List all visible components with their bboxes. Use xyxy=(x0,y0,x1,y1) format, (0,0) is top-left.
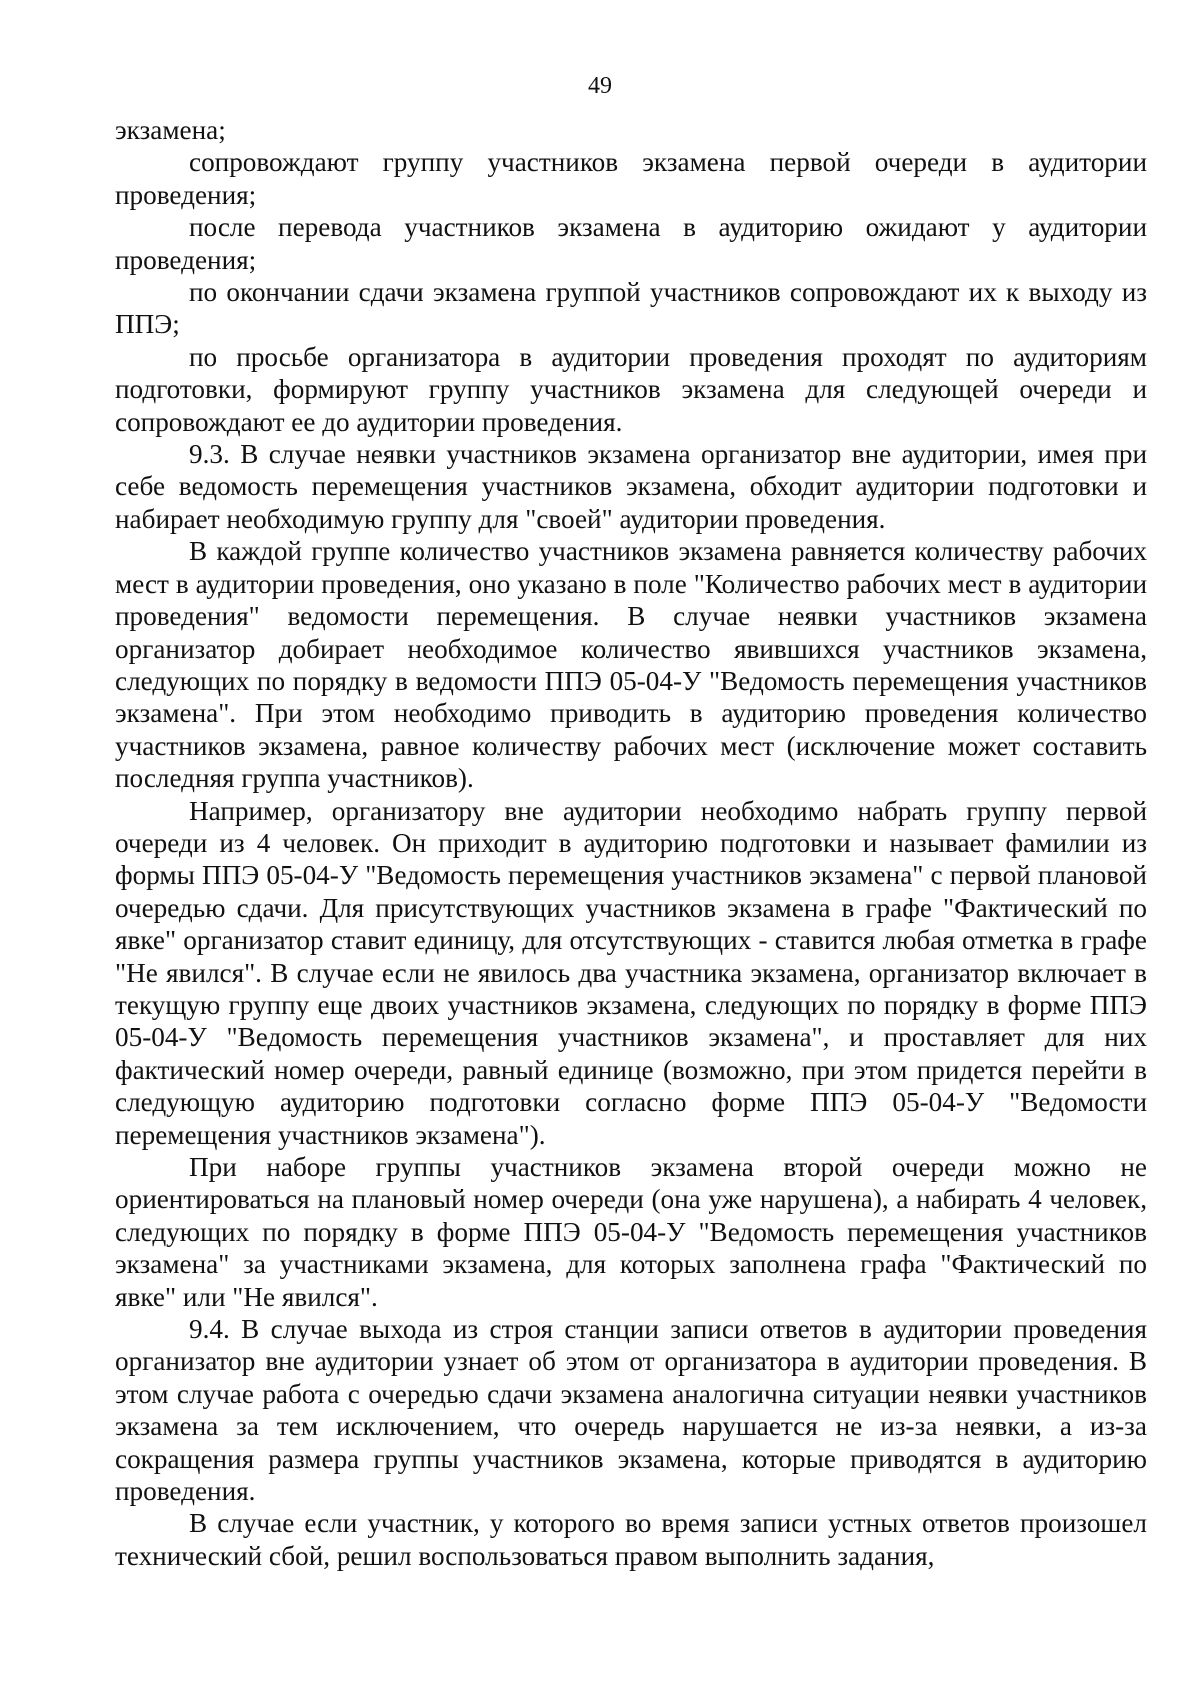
paragraph-list-item: после перевода участников экзамена в аудиторию ожидают у аудитории проведения; xyxy=(115,212,1147,275)
paragraph-section-9-4: 9.4. В случае выхода из строя станции записи ответов в аудитории проведения организатор вне аудитории узнает об этом от организатора в аудитории проведения. В этом случае работа с очередью сдачи экзамена аналогична ситуации неявки участников экзамена за тем исключением, что очередь нарушается не из-за неявки, а из-за сокращения размера группы участников экзамена, которые приводятся в аудиторию проведения. xyxy=(115,1314,1147,1507)
paragraph: При наборе группы участников экзамена второй очереди можно не ориентироваться на плановый номер очереди (она уже нарушена), а набирать 4 человек, следующих по порядку в форме ППЭ 05-04-У "Ведомость перемещения участников экзамена" за участниками экзамена, для которых заполнена графа "Фактический по явке" или "Не явился". xyxy=(115,1152,1147,1312)
paragraph-last: В случае если участник, у которого во время записи устных ответов произошел технический сбой, решил воспользоваться правом выполнить задания, xyxy=(115,1508,1147,1571)
paragraph: В каждой группе количество участников экзамена равняется количеству рабочих мест в аудитории проведения, оно указано в поле "Количество рабочих мест в аудитории проведения" ведомости перемещения. В случае неявки участников экзамена организатор добирает необходимое количество явившихся участников экзамена, следующих по порядку в ведомости ППЭ 05-04-У "Ведомость перемещения участников экзамена". При этом необходимо приводить в аудиторию проведения количество участников экзамена, равное количеству рабочих мест (исключение может составить последняя группа участников). xyxy=(115,536,1147,794)
paragraph-list-item: по окончании сдачи экзамена группой участников сопровождают их к выходу из ППЭ; xyxy=(115,277,1147,340)
paragraph-example: Например, организатору вне аудитории необходимо набрать группу первой очереди из 4 человек. Он приходит в аудиторию подготовки и называет фамилии из формы ППЭ 05-04-У "Ведомость перемещения участников экзамена" с первой плановой очередью сдачи. Для присутствующих участников экзамена в графе "Фактический по явке" организатор ставит единицу, для отсутствующих - ставится любая отметка в графе "Не явился". В случае если не явилось два участника экзамена, организатор включает в текущую группу еще двоих участников экзамена, следующих по порядку в форме ППЭ 05-04-У "Ведомость перемещения участников экзамена", и проставляет для них фактический номер очереди, равный единице (возможно, при этом придется перейти в следующую аудиторию подготовки согласно форме ППЭ 05-04-У "Ведомости перемещения участников экзамена"). xyxy=(115,795,1147,1150)
paragraph-continuation: экзамена; xyxy=(115,115,226,145)
paragraph-section-9-3: 9.3. В случае неявки участников экзамена организатор вне аудитории, имея при себе ведомость перемещения участников экзамена, обходит аудитории подготовки и набирает необходимую группу для "своей" аудитории проведения. xyxy=(115,439,1147,534)
paragraph-list-item: по просьбе организатора в аудитории проведения проходят по аудиториям подготовки, формируют группу участников экзамена для следующей очереди и сопровождают ее до аудитории проведения. xyxy=(115,341,1147,437)
page-number: 49 xyxy=(588,73,612,99)
document-body xyxy=(115,114,1147,1572)
paragraph-list-item: сопровождают группу участников экзамена первой очереди в аудитории проведения; xyxy=(115,147,1147,210)
